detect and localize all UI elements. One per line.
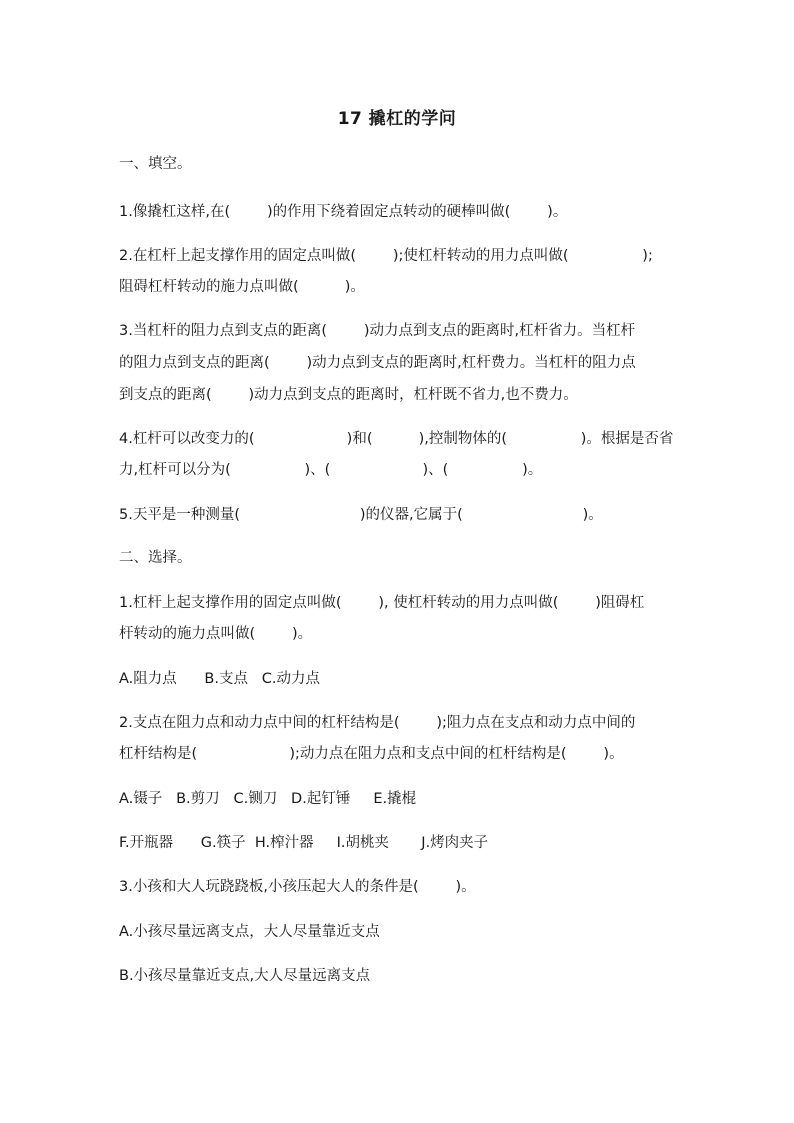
question-3-line-3: 到支点的距离( )动力点到支点的距离时，杠杆既不省力,也不费力。	[119, 387, 578, 403]
choice-question-3-option-b: B.小孩尽量靠近支点,大人尽量远离支点	[119, 968, 371, 984]
choice-question-3: 3.小孩和大人玩跷跷板,小孩压起大人的条件是( )。	[119, 879, 476, 895]
choice-question-2-line-1: 2.支点在阻力点和动力点中间的杠杆结构是( );阻力点在支点和动力点中间的	[119, 715, 636, 731]
choice-question-1-options: A.阻力点 B.支点 C.动力点	[119, 671, 321, 687]
choice-question-2-options-line-1: A.镊子 B.剪刀 C.铡刀 D.起钉锤 E.撬棍	[119, 791, 417, 807]
question-1-line-1: 1.像撬杠这样,在( )的作用下绕着固定点转动的硬棒叫做( )。	[119, 204, 568, 220]
question-4-line-1: 4.杠杆可以改变力的( )和( ),控制物体的( )。根据是否省	[119, 431, 674, 447]
section-heading-choice: 二、选择。	[119, 550, 192, 566]
question-3-line-1: 3.当杠杆的阻力点到支点的距离( )动力点到支点的距离时,杠杆省力。当杠杆	[119, 323, 636, 339]
question-2-line-1: 2.在杠杆上起支撑作用的固定点叫做( );使杠杆转动的用力点叫做( );	[119, 248, 653, 264]
section-heading-fill-blank: 一、填空。	[119, 156, 192, 172]
choice-question-1-line-2: 杆转动的施力点叫做( )。	[119, 626, 313, 642]
choice-question-1-line-1: 1.杠杆上起支撑作用的固定点叫做( ), 使杠杆转动的用力点叫做( )阻碍杠	[119, 595, 645, 611]
choice-question-2-options-line-2: F.开瓶器 G.筷子 H.榨汁器 I.胡桃夹 J.烤肉夹子	[119, 835, 489, 851]
question-2-line-2: 阻碍杠杆转动的施力点叫做( )。	[119, 279, 365, 295]
choice-question-2-line-2: 杠杆结构是( );动力点在阻力点和支点中间的杠杆结构是( )。	[119, 746, 624, 762]
question-5-line-1: 5.天平是一种测量( )的仪器,它属于( )。	[119, 507, 603, 523]
choice-question-3-option-a: A.小孩尽量远离支点，大人尽量靠近支点	[119, 924, 380, 940]
page-title: 17 撬杠的学问	[337, 109, 457, 129]
question-3-line-2: 的阻力点到支点的距离( )动力点到支点的距离时,杠杆费力。当杠杆的阻力点	[119, 355, 636, 371]
question-4-line-2: 力,杠杆可以分为( )、( )、( )。	[119, 462, 543, 478]
